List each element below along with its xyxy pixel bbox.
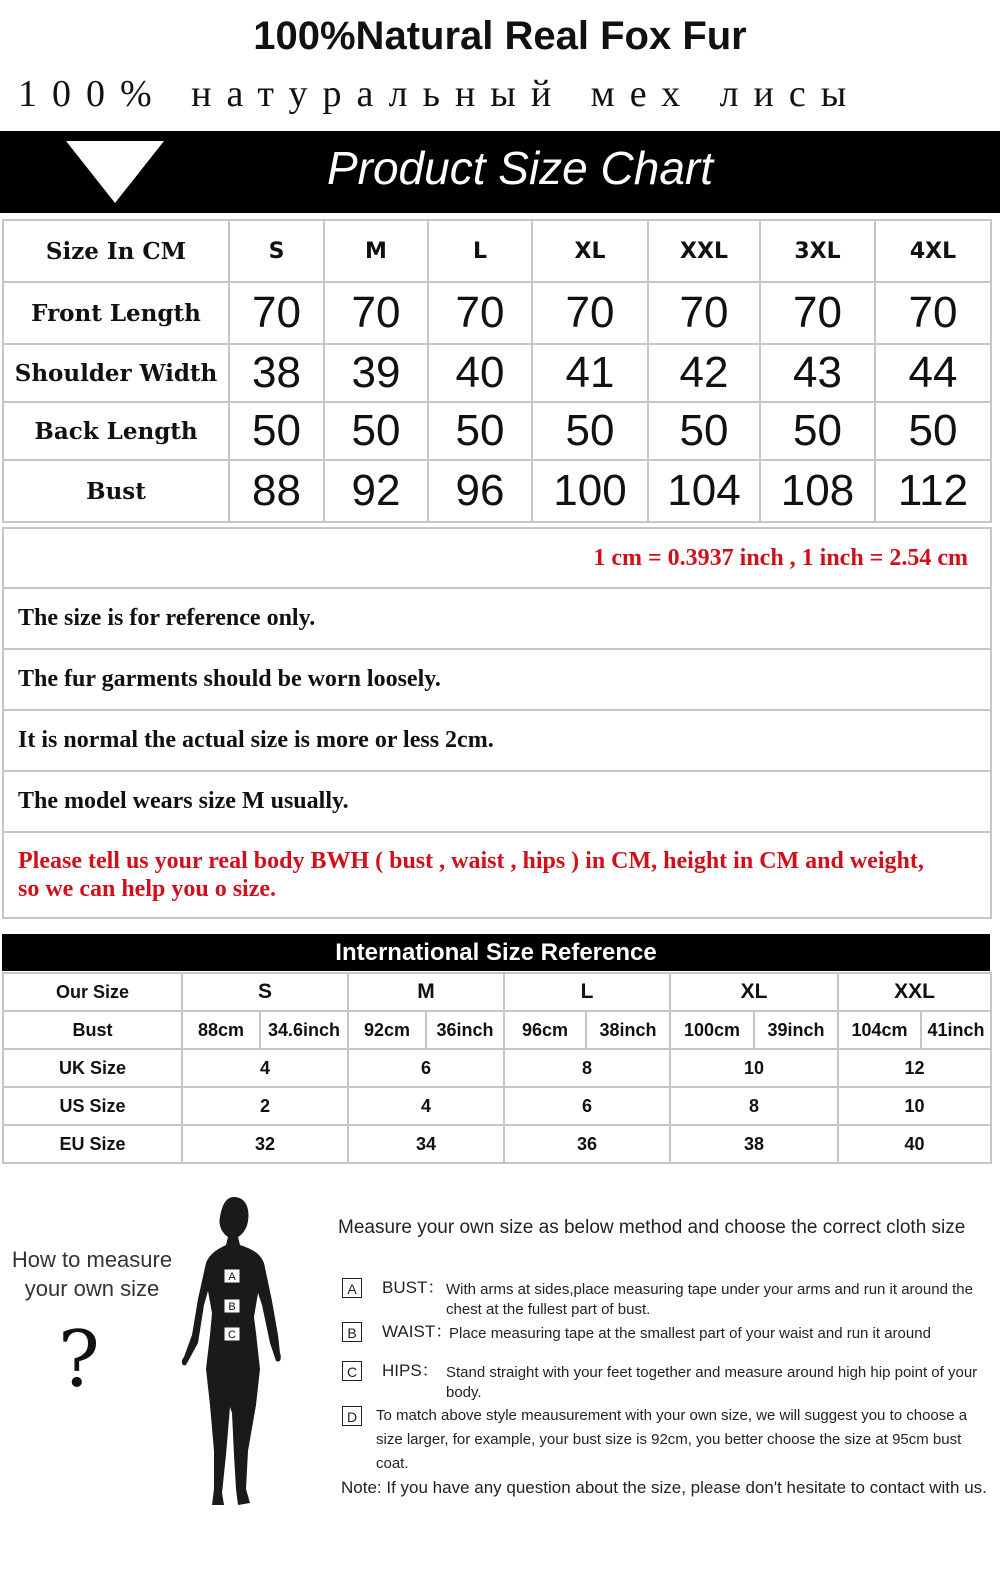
size-chart-banner bbox=[0, 131, 1000, 213]
table-cell: 50 bbox=[324, 402, 428, 460]
table-cell: 6 bbox=[504, 1087, 670, 1125]
row-label: Shoulder Width bbox=[3, 344, 229, 402]
letter-d-icon: D bbox=[342, 1406, 362, 1426]
table-row bbox=[3, 1011, 991, 1049]
note-line: It is normal the actual size is more or less 2cm. bbox=[4, 709, 990, 770]
size-header: XL bbox=[532, 220, 648, 282]
table-row bbox=[3, 344, 991, 402]
row-label: Bust bbox=[3, 1011, 182, 1049]
measure-key: HIPS： bbox=[382, 1361, 439, 1380]
banner-title: Product Size Chart bbox=[326, 142, 714, 194]
letter-a-icon: A bbox=[342, 1278, 362, 1298]
intl-header-row bbox=[3, 973, 991, 1011]
size-header: L bbox=[504, 973, 670, 1011]
note-line: The fur garments should be worn loosely. bbox=[4, 648, 990, 709]
size-header: M bbox=[324, 220, 428, 282]
table-row bbox=[3, 460, 991, 522]
size-notes bbox=[2, 527, 992, 919]
table-cell: 38 bbox=[670, 1125, 838, 1163]
size-header: 4XL bbox=[875, 220, 991, 282]
measure-desc: With arms at sides,place measuring tape under your arms and run it around the chest at the fullest part of bust. bbox=[446, 1281, 973, 1318]
figure-label-b: B bbox=[228, 1301, 236, 1313]
size-header-row bbox=[3, 220, 991, 282]
unit-conversion: 1 cm = 0.3937 inch , 1 inch = 2.54 cm bbox=[593, 544, 968, 571]
table-cell: 10 bbox=[670, 1049, 838, 1087]
table-row bbox=[3, 402, 991, 460]
table-cell: 4 bbox=[182, 1049, 348, 1087]
table-cell: 4 bbox=[348, 1087, 504, 1125]
measure-title: Measure your own size as below method and choose the correct cloth size bbox=[338, 1217, 966, 1238]
table-cell: 32 bbox=[182, 1125, 348, 1163]
table-cell: 6 bbox=[348, 1049, 504, 1087]
table-cell: 36 bbox=[504, 1125, 670, 1163]
size-header: XL bbox=[670, 973, 838, 1011]
down-triangle-icon bbox=[66, 141, 164, 203]
international-size-title: International Size Reference bbox=[2, 934, 990, 971]
table-cell: 50 bbox=[648, 402, 760, 460]
row-label: Back Length bbox=[3, 402, 229, 460]
size-request-note: Please tell us your real body BWH ( bust , waist , hips ) in CM, height in CM and weight, so we can help you o size. bbox=[4, 831, 990, 917]
table-cell: 70 bbox=[428, 282, 532, 344]
table-cell: 41inch bbox=[921, 1011, 991, 1049]
table-cell: 42 bbox=[648, 344, 760, 402]
size-header: 3XL bbox=[760, 220, 875, 282]
figure-label-c: C bbox=[228, 1329, 236, 1341]
table-cell: 38 bbox=[229, 344, 324, 402]
how-to-measure-label: How to measure your own size bbox=[11, 1247, 173, 1301]
table-cell: 70 bbox=[648, 282, 760, 344]
table-cell: 8 bbox=[504, 1049, 670, 1087]
title-en: 100%Natural Real Fox Fur bbox=[253, 14, 747, 58]
row-label: UK Size bbox=[3, 1049, 182, 1087]
letter-c-icon: C bbox=[342, 1361, 362, 1381]
table-cell: 12 bbox=[838, 1049, 991, 1087]
size-header: S bbox=[182, 973, 348, 1011]
table-row bbox=[3, 1049, 991, 1087]
table-cell: 96cm bbox=[504, 1011, 586, 1049]
table-cell: 40 bbox=[428, 344, 532, 402]
contact-note: Note: If you have any question about the size, please don't hesitate to contact with us. bbox=[341, 1478, 987, 1497]
title-ru: 100% натуральный мех лисы bbox=[18, 73, 862, 115]
note-line: The size is for reference only. bbox=[4, 587, 990, 648]
table-cell: 10 bbox=[838, 1087, 991, 1125]
size-header: XXL bbox=[648, 220, 760, 282]
size-chart-table bbox=[2, 219, 992, 523]
table-cell: 50 bbox=[229, 402, 324, 460]
figure-label-a: A bbox=[228, 1271, 236, 1283]
corner-label: Size In CM bbox=[3, 220, 229, 282]
row-label: Bust bbox=[3, 460, 229, 522]
letter-b-icon: B bbox=[342, 1322, 362, 1342]
table-cell: 92 bbox=[324, 460, 428, 522]
table-row bbox=[3, 282, 991, 344]
measure-key: BUST： bbox=[382, 1278, 445, 1297]
table-cell: 50 bbox=[532, 402, 648, 460]
row-label: Front Length bbox=[3, 282, 229, 344]
table-cell: 39inch bbox=[754, 1011, 838, 1049]
table-cell: 70 bbox=[229, 282, 324, 344]
table-cell: 44 bbox=[875, 344, 991, 402]
row-label: EU Size bbox=[3, 1125, 182, 1163]
measure-key: WAIST： bbox=[382, 1322, 453, 1341]
our-size-label: Our Size bbox=[3, 973, 182, 1011]
measure-desc: Stand straight with your feet together and measure around high hip point of your body. bbox=[446, 1364, 978, 1401]
table-cell: 2 bbox=[182, 1087, 348, 1125]
row-label: US Size bbox=[3, 1087, 182, 1125]
table-cell: 39 bbox=[324, 344, 428, 402]
table-cell: 43 bbox=[760, 344, 875, 402]
table-cell: 88cm bbox=[182, 1011, 260, 1049]
measurement-guide bbox=[0, 1175, 1000, 1583]
measure-desc: Place measuring tape at the smallest part of your waist and run it around bbox=[449, 1325, 931, 1342]
table-cell: 70 bbox=[760, 282, 875, 344]
table-cell: 8 bbox=[670, 1087, 838, 1125]
table-cell: 108 bbox=[760, 460, 875, 522]
table-cell: 92cm bbox=[348, 1011, 426, 1049]
table-cell: 100 bbox=[532, 460, 648, 522]
body-silhouette-icon bbox=[176, 1193, 286, 1513]
size-header: L bbox=[428, 220, 532, 282]
table-cell: 100cm bbox=[670, 1011, 754, 1049]
table-cell: 34.6inch bbox=[260, 1011, 348, 1049]
table-cell: 70 bbox=[532, 282, 648, 344]
table-cell: 41 bbox=[532, 344, 648, 402]
table-cell: 50 bbox=[428, 402, 532, 460]
table-cell: 34 bbox=[348, 1125, 504, 1163]
table-cell: 112 bbox=[875, 460, 991, 522]
table-row bbox=[3, 1125, 991, 1163]
table-cell: 50 bbox=[875, 402, 991, 460]
international-size-table bbox=[2, 972, 992, 1164]
question-mark-icon: ? bbox=[58, 1315, 100, 1405]
size-header: S bbox=[229, 220, 324, 282]
table-cell: 104 bbox=[648, 460, 760, 522]
measure-desc: To match above style meausurement with your own size, we will suggest you to choose a size larger, for example, your bust size is 92cm, you better choose the size at 95cm bust coat. bbox=[376, 1407, 968, 1472]
size-header: M bbox=[348, 973, 504, 1011]
table-row bbox=[3, 1087, 991, 1125]
table-cell: 50 bbox=[760, 402, 875, 460]
table-cell: 70 bbox=[875, 282, 991, 344]
table-cell: 104cm bbox=[838, 1011, 921, 1049]
note-line: The model wears size M usually. bbox=[4, 770, 990, 831]
table-cell: 70 bbox=[324, 282, 428, 344]
table-cell: 96 bbox=[428, 460, 532, 522]
size-header: XXL bbox=[838, 973, 991, 1011]
table-cell: 36inch bbox=[426, 1011, 504, 1049]
table-cell: 40 bbox=[838, 1125, 991, 1163]
table-cell: 88 bbox=[229, 460, 324, 522]
table-cell: 38inch bbox=[586, 1011, 670, 1049]
